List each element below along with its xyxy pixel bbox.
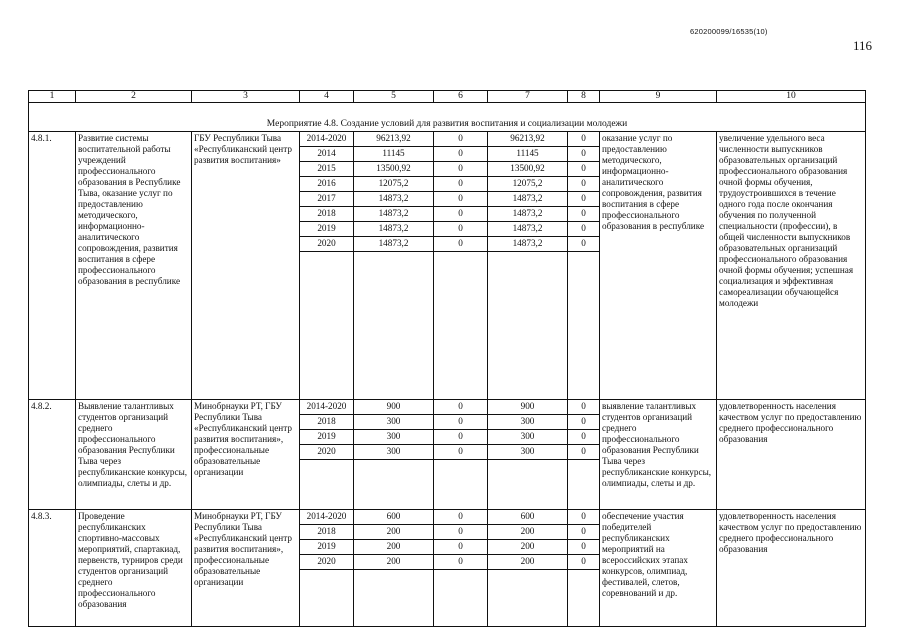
other-funding-cell: 0 [568,555,600,570]
total-funding-cell: 14873,2 [354,192,434,207]
regional-funding-cell: 14873,2 [488,222,568,237]
header-cell: 9 [600,91,717,103]
item-executor: ГБУ Республики Тыва «Республиканский центр развития воспитания» [192,132,300,400]
regional-funding-cell: 96213,92 [488,132,568,147]
total-funding-cell: 300 [354,415,434,430]
table-row [29,132,866,147]
total-funding-cell: 14873,2 [354,207,434,222]
empty-cell [300,460,354,510]
empty-cell [568,570,600,627]
year-cell: 2020 [300,445,354,460]
year-cell: 2018 [300,207,354,222]
header-row [29,91,866,103]
empty-cell [488,570,568,627]
regional-funding-cell: 600 [488,510,568,525]
federal-funding-cell: 0 [434,555,488,570]
empty-cell [434,570,488,627]
year-cell: 2020 [300,555,354,570]
year-cell: 2020 [300,237,354,252]
total-funding-cell: 14873,2 [354,222,434,237]
empty-cell [300,252,354,400]
total-funding-cell: 13500,92 [354,162,434,177]
empty-cell [354,460,434,510]
year-cell: 2014-2020 [300,132,354,147]
federal-funding-cell: 0 [434,162,488,177]
year-cell: 2014-2020 [300,400,354,415]
year-cell: 2014-2020 [300,510,354,525]
federal-funding-cell: 0 [434,132,488,147]
regional-funding-cell: 200 [488,555,568,570]
regional-funding-cell: 300 [488,430,568,445]
federal-funding-cell: 0 [434,445,488,460]
other-funding-cell: 0 [568,207,600,222]
item-name: Выявление талантливых студентов организаций среднего профессионального образования Республики Тыва через республиканские конкурсы, олимпиады, слеты и др. [76,400,192,510]
total-funding-cell: 11145 [354,147,434,162]
federal-funding-cell: 0 [434,430,488,445]
page-number: 116 [853,38,873,53]
total-funding-cell: 200 [354,540,434,555]
year-cell: 2019 [300,430,354,445]
total-funding-cell: 12075,2 [354,177,434,192]
empty-cell [568,460,600,510]
total-funding-cell: 900 [354,400,434,415]
federal-funding-cell: 0 [434,147,488,162]
other-funding-cell: 0 [568,237,600,252]
item-number: 4.8.3. [29,510,76,627]
total-funding-cell: 200 [354,525,434,540]
federal-funding-cell: 0 [434,400,488,415]
federal-funding-cell: 0 [434,222,488,237]
item-result: оказание услуг по предоставлению методического, информационно-аналитического сопровождения, развития воспитания в сфере профессионального образования в республике [600,132,717,400]
total-funding-cell: 300 [354,445,434,460]
year-cell: 2014 [300,147,354,162]
header-cell: 10 [717,91,866,103]
federal-funding-cell: 0 [434,237,488,252]
empty-cell [488,252,568,400]
header-cell: 5 [354,91,434,103]
item-name: Развитие системы воспитательной работы учреждений профессионального образования в Республике Тыва, оказание услуг по предоставлению методического, информационно-аналитического сопровождения, развития воспитания в сфере профессионального образования в республике [76,132,192,400]
empty-cell [300,570,354,627]
year-cell: 2018 [300,525,354,540]
regional-funding-cell: 14873,2 [488,237,568,252]
empty-cell [354,252,434,400]
header-cell: 4 [300,91,354,103]
total-funding-cell: 14873,2 [354,237,434,252]
total-funding-cell: 96213,92 [354,132,434,147]
other-funding-cell: 0 [568,132,600,147]
header-cell: 2 [76,91,192,103]
total-funding-cell: 300 [354,430,434,445]
other-funding-cell: 0 [568,445,600,460]
item-number: 4.8.1. [29,132,76,400]
federal-funding-cell: 0 [434,207,488,222]
table-row [29,510,866,525]
section-title: Мероприятие 4.8. Создание условий для развития воспитания и социализации молодежи [29,103,866,132]
other-funding-cell: 0 [568,162,600,177]
regional-funding-cell: 14873,2 [488,207,568,222]
regional-funding-cell: 12075,2 [488,177,568,192]
item-number: 4.8.2. [29,400,76,510]
header-cell: 7 [488,91,568,103]
federal-funding-cell: 0 [434,510,488,525]
table-row [29,400,866,415]
total-funding-cell: 600 [354,510,434,525]
item-result: обеспечение участия победителей республиканских мероприятий на всероссийских этапах конкурсов, олимпиад, фестивалей, слетов, соревнований и др. [600,510,717,627]
federal-funding-cell: 0 [434,525,488,540]
header-cell: 1 [29,91,76,103]
federal-funding-cell: 0 [434,415,488,430]
year-cell: 2015 [300,162,354,177]
section-row [29,103,866,132]
item-indicator: удовлетворенность населения качеством услуг по предоставлению среднего профессионального образования [717,400,866,510]
item-indicator: удовлетворенность населения качеством услуг по предоставлению среднего профессионального образования [717,510,866,627]
other-funding-cell: 0 [568,510,600,525]
year-cell: 2018 [300,415,354,430]
empty-cell [568,252,600,400]
regional-funding-cell: 14873,2 [488,192,568,207]
regional-funding-cell: 300 [488,445,568,460]
other-funding-cell: 0 [568,400,600,415]
other-funding-cell: 0 [568,430,600,445]
empty-cell [434,460,488,510]
program-table [28,90,866,627]
other-funding-cell: 0 [568,192,600,207]
regional-funding-cell: 11145 [488,147,568,162]
other-funding-cell: 0 [568,525,600,540]
empty-cell [434,252,488,400]
regional-funding-cell: 300 [488,415,568,430]
regional-funding-cell: 13500,92 [488,162,568,177]
item-name: Проведение республиканских спортивно-массовых мероприятий, спартакиад, первенств, турниров среди студентов организаций среднего профессионального образования [76,510,192,627]
header-cell: 3 [192,91,300,103]
document-id: 620200099/16535(10) [690,27,768,36]
federal-funding-cell: 0 [434,192,488,207]
year-cell: 2019 [300,540,354,555]
total-funding-cell: 200 [354,555,434,570]
year-cell: 2017 [300,192,354,207]
federal-funding-cell: 0 [434,177,488,192]
empty-cell [488,460,568,510]
other-funding-cell: 0 [568,415,600,430]
item-executor: Минобрнауки РТ, ГБУ Республики Тыва «Республиканский центр развития воспитания», профессиональные образовательные организации [192,510,300,627]
regional-funding-cell: 200 [488,525,568,540]
other-funding-cell: 0 [568,222,600,237]
other-funding-cell: 0 [568,147,600,162]
item-executor: Минобрнауки РТ, ГБУ Республики Тыва «Республиканский центр развития воспитания», профессиональные образовательные организации [192,400,300,510]
header-cell: 6 [434,91,488,103]
other-funding-cell: 0 [568,540,600,555]
year-cell: 2019 [300,222,354,237]
federal-funding-cell: 0 [434,540,488,555]
empty-cell [354,570,434,627]
year-cell: 2016 [300,177,354,192]
regional-funding-cell: 900 [488,400,568,415]
regional-funding-cell: 200 [488,540,568,555]
header-cell: 8 [568,91,600,103]
item-indicator: увеличение удельного веса численности выпускников образовательных организаций профессионального образования очной формы обучения, трудоустроившихся в течение одного года после окончания обучения по полученной специальности (профессии), в общей численности выпускников образовательных организаций профессионального образования очной формы обучения; успешная социализация и эффективная самореализации обучающейся молодежи [717,132,866,400]
item-result: выявление талантливых студентов организаций среднего профессионального образования Республики Тыва через республиканские конкурсы, олимпиады, слеты и др. [600,400,717,510]
other-funding-cell: 0 [568,177,600,192]
